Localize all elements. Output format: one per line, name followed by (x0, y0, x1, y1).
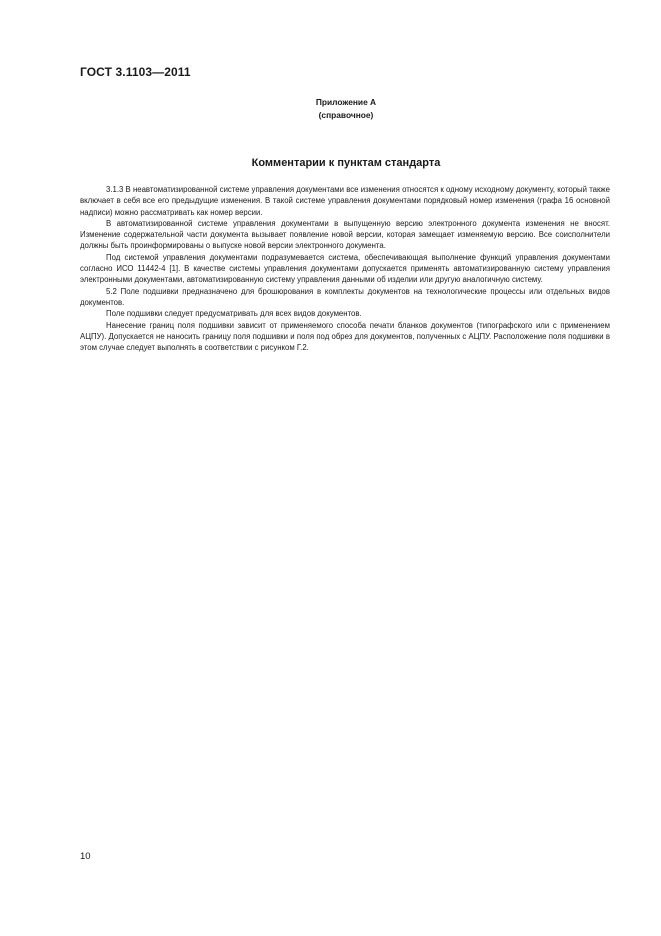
paragraph: Поле подшивки следует предусматривать для всех видов документов. (106, 309, 362, 319)
body-text (80, 184, 610, 353)
paragraph: Под системой управления документами подразумевается система, обеспечивающая выполнение функций управления документами согласно ИСО 11442-4 [1]. В качестве системы управления документами допускается применять автоматизированную систему управления электронными документами, автоматизированную систему управления данными об изделии или другую аналогичную систему. (80, 252, 610, 285)
page-number: 10 (80, 851, 91, 862)
section-title: Комментарии к пунктам стандарта (251, 157, 441, 169)
document-code: ГОСТ 3.1103—2011 (80, 65, 191, 79)
paragraph: В автоматизированной системе управления документами в выпущенную версию электронного документа изменения не вносят. Изменение содержательной части документа вызывает появление новой версии, которая замещает изменяемую версию. Все соисполнители должны быть проинформированы о выпуске новой версии электронного документа. (80, 218, 610, 251)
appendix-heading (260, 96, 432, 122)
appendix-subtitle: (справочное) (318, 110, 374, 120)
paragraph: 3.1.3 В неавтоматизированной системе управления документами все изменения относятся к одному исходному документу, который также включает в себя все его предыдущие изменения. В такой системе управления документами порядковый номер изменения (графа 16 основной надписи) можно рассматривать как номер версии. (80, 185, 610, 217)
paragraph: Нанесение границ поля подшивки зависит от применяемого способа печати бланков документов (типографского или с применением АЦПУ). Допускается не наносить границу поля подшивки и поля под обрез для документов, полученных с АЦПУ. Расположение поля подшивки в этом случае следует выполнять в соответствии с рисунком Г.2. (80, 320, 610, 353)
paragraph: 5.2 Поле подшивки предназначено для брошюрования в комплекты документов на технологические процессы или отдельных видов документов. (80, 286, 610, 307)
appendix-title: Приложение А (315, 97, 377, 107)
